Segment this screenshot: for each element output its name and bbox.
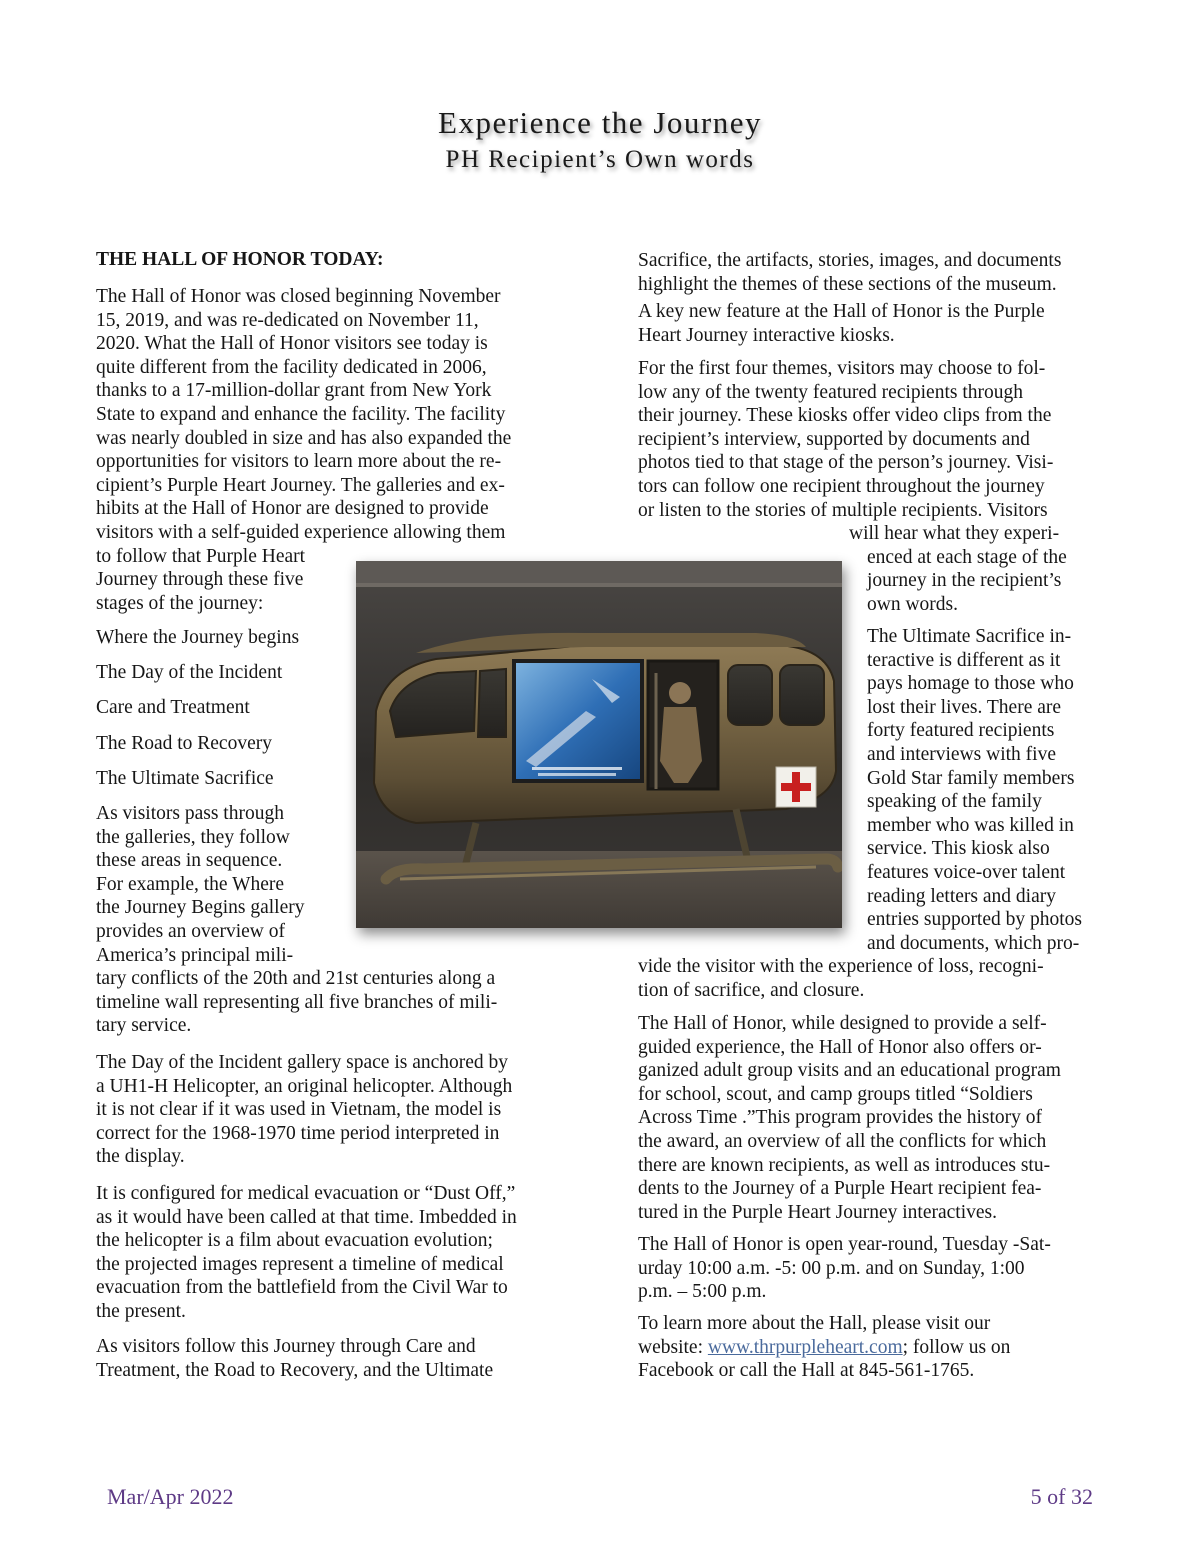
text-line: Heart Journey interactive kiosks.	[638, 324, 895, 346]
text-line: As visitors follow this Journey through Care and	[96, 1336, 476, 1357]
text-line: correct for the 1968-1970 time period interpreted in	[96, 1122, 500, 1144]
text-line: guided experience, the Hall of Honor also offers or-	[638, 1036, 1042, 1058]
themes-paragraph	[638, 357, 1053, 522]
text-line: the galleries, they follow	[96, 826, 290, 848]
kiosk-paragraph	[638, 300, 1045, 347]
text-line: the Journey Begins gallery	[96, 897, 305, 919]
text-line: The Ultimate Sacrifice in-	[867, 626, 1072, 647]
text-line: vide the visitor with the experience of loss, recogni-	[638, 956, 1044, 977]
contact-paragraph	[638, 1312, 1010, 1383]
text-line: as it would have been called at that time. Imbedded in	[96, 1206, 517, 1228]
text-line: Treatment, the Road to Recovery, and the Ultimate	[96, 1359, 494, 1381]
stage-item: Where the Journey begins	[96, 627, 300, 648]
text-line: member who was killed in	[867, 814, 1074, 836]
hours-paragraph	[638, 1233, 1051, 1304]
page-number: 5 of 32	[1030, 1484, 1093, 1509]
stage-item: The Day of the Incident	[96, 662, 283, 683]
text-line: Facebook or call the Hall at 845-561-1765.	[638, 1360, 975, 1382]
text-line: their journey. These kiosks offer video clips from the	[638, 405, 1052, 427]
text-line: pays homage to those who	[867, 673, 1074, 695]
text-line: opportunities for visitors to learn more about the re-	[96, 451, 502, 473]
text-line: these areas in sequence.	[96, 850, 283, 872]
section-heading: THE HALL OF HONOR TODAY:	[96, 249, 384, 270]
text-line: highlight the themes of these sections of the museum.	[638, 273, 1057, 295]
text-line: The Hall of Honor is open year-round, Tuesday -Sat-	[638, 1234, 1051, 1255]
text-line: for school, scout, and camp groups titled “Soldiers	[638, 1083, 1033, 1105]
text-line: The Hall of Honor was closed beginning November	[96, 286, 501, 307]
text-line: the award, an overview of all the conflicts for which	[638, 1130, 1047, 1152]
text-line: ganized adult group visits and an educational program	[638, 1060, 1061, 1082]
sacrifice-continued-paragraph	[638, 249, 1061, 296]
helicopter-illustration	[356, 561, 842, 928]
text-line: tured in the Purple Heart Journey interactives.	[638, 1201, 998, 1223]
text-line: lost their lives. There are	[867, 696, 1062, 718]
text-line: tary conflicts of the 20th and 21st centuries along a	[96, 968, 496, 990]
text-line: visitors with a self-guided experience allowing them	[96, 521, 506, 543]
text-line: service. This kiosk also	[867, 838, 1050, 860]
page-subtitle: PH Recipient’s Own words	[445, 146, 755, 173]
themes-paragraph-wrap	[849, 522, 1067, 616]
text-line: tary service.	[96, 1015, 192, 1037]
text-line: there are known recipients, as well as introduces stu-	[638, 1154, 1051, 1176]
ultimate-sacrifice-paragraph-end	[638, 955, 1044, 1002]
journey-follow-paragraph	[96, 1335, 493, 1382]
incident-paragraph	[96, 1051, 512, 1169]
text-line: State to expand and enhance the facility. The facility	[96, 403, 506, 425]
text-line: Journey through these five	[96, 569, 304, 591]
text-line: provides an overview of	[96, 920, 285, 942]
text-line: stages of the journey:	[96, 592, 264, 614]
text-line: 15, 2019, and was re-dedicated on November 11,	[96, 309, 479, 331]
text-line: the display.	[96, 1146, 185, 1168]
stage-item: Care and Treatment	[96, 697, 250, 718]
text-line: entries supported by photos	[867, 909, 1083, 931]
text-line: teractive is different as it	[867, 649, 1061, 671]
ultimate-sacrifice-paragraph	[867, 625, 1082, 955]
text-line: it is not clear if it was used in Vietnam, the model is	[96, 1099, 502, 1121]
follow-text: ; follow us on	[902, 1336, 1011, 1358]
text-line: Sacrifice, the artifacts, stories, images, and documents	[638, 250, 1062, 271]
text-line: own words.	[867, 593, 958, 615]
text-line: The Day of the Incident gallery space is anchored by	[96, 1052, 509, 1073]
text-line: America’s principal mili-	[96, 944, 294, 966]
text-line: It is configured for medical evacuation or “Dust Off,”	[96, 1183, 516, 1204]
page-header	[0, 103, 1200, 177]
text-line: was nearly doubled in size and has also expanded the	[96, 427, 512, 449]
text-line: A key new feature at the Hall of Honor is the Purple	[638, 301, 1045, 322]
website-link[interactable]: www.thrpurpleheart.com	[707, 1336, 903, 1358]
text-line: p.m. – 5:00 p.m.	[638, 1281, 767, 1303]
text-line: and documents, which pro-	[867, 932, 1080, 954]
text-line: quite different from the facility dedicated in 2006,	[96, 356, 487, 378]
text-line: the present.	[96, 1300, 186, 1322]
text-line: forty featured recipients	[867, 720, 1055, 742]
text-line: Across Time .”This program provides the history of	[638, 1107, 1043, 1129]
text-line: hibits at the Hall of Honor are designed to provide	[96, 498, 489, 520]
text-line: Gold Star family members	[867, 767, 1075, 789]
text-line: recipient’s interview, supported by documents and	[638, 428, 1030, 450]
text-line: low any of the twenty featured recipients through	[638, 381, 1024, 403]
text-line: As visitors pass through	[96, 803, 284, 824]
page-title: Experience the Journey	[438, 105, 762, 140]
text-line	[638, 1336, 1010, 1360]
text-line: dents to the Journey of a Purple Heart recipient fea-	[638, 1178, 1042, 1200]
text-line: evacuation from the battlefield from the Civil War to	[96, 1277, 508, 1299]
text-line: and interviews with five	[867, 743, 1056, 765]
text-line: photos tied to that stage of the person’s journey. Visi-	[638, 452, 1054, 474]
text-line: will hear what they experi-	[849, 523, 1060, 544]
education-program-paragraph	[638, 1012, 1061, 1224]
text-line: tion of sacrifice, and closure.	[638, 979, 865, 1001]
text-line: features voice-over talent	[867, 861, 1066, 883]
text-line: reading letters and diary	[867, 885, 1056, 907]
text-line: cipient’s Purple Heart Journey. The galleries and ex-	[96, 474, 505, 496]
text-line: the projected images represent a timeline of medical	[96, 1253, 504, 1275]
text-line: to follow that Purple Heart	[96, 545, 306, 567]
text-line: tors can follow one recipient throughout the journey	[638, 475, 1045, 497]
stage-item: The Road to Recovery	[96, 733, 272, 754]
stage-item: The Ultimate Sacrifice	[96, 768, 274, 789]
issue-date: Mar/Apr 2022	[107, 1484, 234, 1509]
text-line: the helicopter is a film about evacuation evolution;	[96, 1230, 493, 1252]
text-line: speaking of the family	[867, 791, 1042, 813]
text-line: The Hall of Honor, while designed to provide a self-	[638, 1013, 1047, 1034]
website-label: website:	[638, 1336, 708, 1358]
text-line: enced at each stage of the	[867, 546, 1067, 568]
text-line: or listen to the stories of multiple recipients. Visitors	[638, 499, 1048, 521]
text-line: urday 10:00 a.m. -5: 00 p.m. and on Sunday, 1:00	[638, 1257, 1025, 1279]
text-line: thanks to a 17-million-dollar grant from New York	[96, 380, 492, 402]
text-line: For the first four themes, visitors may choose to fol-	[638, 358, 1046, 379]
text-line: For example, the Where	[96, 873, 285, 895]
text-line: a UH1-H Helicopter, an original helicopter. Although	[96, 1075, 513, 1097]
dust-off-paragraph	[96, 1182, 517, 1324]
text-line: journey in the recipient’s	[867, 570, 1062, 592]
text-line: timeline wall representing all five branches of mili-	[96, 991, 498, 1013]
text-line: 2020. What the Hall of Honor visitors see today is	[96, 333, 488, 355]
text-line: To learn more about the Hall, please visit our	[638, 1313, 991, 1334]
helicopter-exhibit-photo	[356, 561, 842, 928]
